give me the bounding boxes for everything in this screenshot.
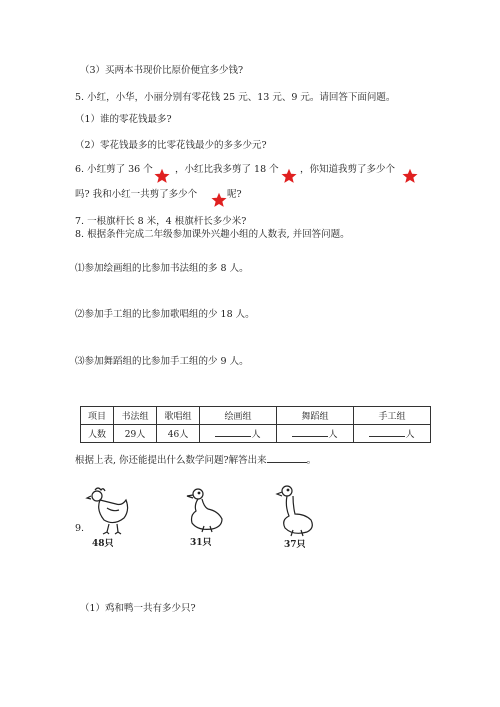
- follow-up-question: 根据上表, 你还能提出什么数学问题?解答出来 。: [75, 455, 317, 466]
- table-cell-blank[interactable]: 人: [277, 425, 354, 443]
- question-6-part-e: 呢?: [227, 189, 242, 200]
- question-5: 5. 小红，小华，小丽分别有零花钱 25 元、13 元、9 元。请回答下面问题。: [75, 92, 396, 103]
- condition-1: ⑴参加绘画组的比参加书法组的多 8 人。: [75, 263, 249, 274]
- chicken-count-label: 48只: [92, 539, 114, 549]
- condition-3: ⑶参加舞蹈组的比参加手工组的少 9 人。: [75, 356, 249, 367]
- header-cell: 舞蹈组: [277, 407, 354, 425]
- question-4-part-3: （3）买两本书现价比原价便宜多少钱?: [80, 65, 244, 76]
- star-icon: [154, 168, 170, 184]
- duck-icon: [184, 486, 224, 536]
- header-cell: 手工组: [354, 407, 431, 425]
- question-9-part-1: （1）鸡和鸭一共有多少只?: [80, 603, 196, 614]
- row-label: 人数: [81, 425, 114, 443]
- header-cell: 绘画组: [200, 407, 277, 425]
- question-5-part-2: （2）零花钱最多的比零花钱最少的多多少元?: [75, 140, 267, 151]
- star-icon: [281, 168, 297, 184]
- goose-icon: [275, 484, 315, 538]
- header-cell: 歌唱组: [157, 407, 200, 425]
- table-header-row: [81, 407, 431, 425]
- goose-count-label: 37只: [284, 540, 306, 550]
- star-icon: [211, 192, 227, 208]
- star-icon: [402, 168, 418, 184]
- question-8: 8. 根据条件完成二年级参加课外兴趣小组的人数表, 并回答问题。: [75, 229, 350, 240]
- table-cell: 29人: [114, 425, 157, 443]
- chicken-icon: [85, 484, 133, 536]
- interest-group-table: [80, 406, 431, 443]
- question-6-part-a: 6. 小红剪了 36 个: [75, 164, 153, 175]
- table-cell-blank[interactable]: 人: [354, 425, 431, 443]
- header-cell: 项目: [81, 407, 114, 425]
- header-cell: 书法组: [114, 407, 157, 425]
- question-6-part-c: ，你知道我剪了多少个: [300, 164, 396, 175]
- question-7: 7. 一根旗杆长 8 米，4 根旗杆长多少米?: [75, 216, 247, 227]
- duck-count-label: 31只: [190, 538, 212, 548]
- question-5-part-1: （1）谁的零花钱最多?: [75, 114, 172, 125]
- table-row: [81, 425, 431, 443]
- question-6-part-d: 吗? 我和小红一共剪了多少个: [75, 189, 198, 200]
- question-6-part-b: ，小红比我多剪了 18 个: [175, 164, 279, 175]
- condition-2: ⑵参加手工组的比参加歌唱组的少 18 人。: [75, 309, 255, 320]
- question-9-number: 9.: [75, 523, 85, 534]
- answer-blank[interactable]: [267, 453, 307, 463]
- table-cell: 46人: [157, 425, 200, 443]
- table-cell-blank[interactable]: 人: [200, 425, 277, 443]
